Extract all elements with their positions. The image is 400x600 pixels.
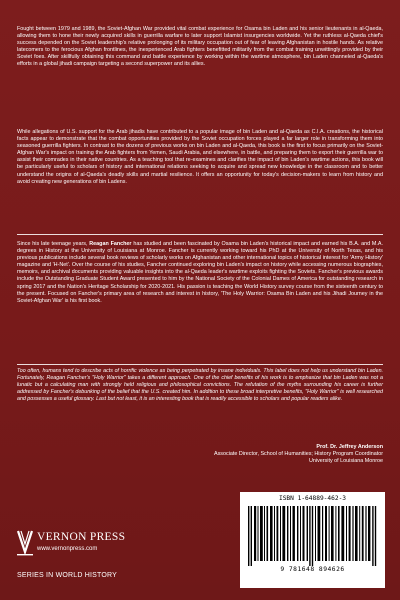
bio-body: has studied and been fascinated by Osama bin Laden's historical impact and earned his B.A. and M.A. degrees in History at the University of Louisiana at Monroe. Fancher is currently working toward his PhD at the University of North Texas, and his previous publications include several book reviews of scholarly works on Afghanistan and other international topics of historical interest for 'Army History' magazine and 'H-Net'. Over the course of his studies, Fancher continued exploring bin Laden's impact on history while accessing numerous biographies, memoirs, and archival documents providing valuable insights into the al-Qaeda leader's wartime exploits fighting the Soviets. Fancher's previous awards include the Outstanding Graduate Student Award presented to him by the National Society of the Colonial Dames of America for outstanding research in spring 2017 and the Nation's Heritage Scholarship for 2020-2021. His passion is teaching the World History survey course from the sixteenth century to the present. Focused on Fancher's primary area of research and interest in history, 'The Holy Warrior: Osama Bin Laden and his Jihadi Journey in the Soviet-Afghan War' is his first book.: [17, 241, 383, 304]
author-name: Reagan Fancher: [89, 241, 132, 247]
endorser-title: Associate Director, School of Humanities; History Program Coordinator: [214, 451, 383, 458]
endorsement-signature: [183, 444, 383, 466]
endorsement-quote: Too often, humans tend to describe acts of horrific violence as being perpetrated by insane individuals. This label does not help us understand bin Laden. Fortunately, Reagan Fancher's "Holy Warrior" takes a different approach. One of the chief benefits of his work is to emphasize that bin Laden was not a lunatic but a calculating man with strongly held religious and philosophical convictions. The refutation of the myths surrounding his career is further addressed by Fancher's debunking of the belief that the U.S. created him. In addition to these broad interpretive benefits, "Holy Warrior" is well researched and possesses a useful glossary. Last but not least, it is an interesting book that is readily accessible to scholars and popular readers alike.: [17, 368, 383, 402]
summary-paragraph-2: While allegations of U.S. support for the Arab jihadis have contributed to a popular image of bin Laden and al-Qaeda as C.I.A. creations, the historical facts appear to demonstrate that the combat opportunities provided by the Soviet occupation forces played a far larger role in transforming them into seasoned guerrilla fighters. In contrast to the dozens of previous works on bin Laden and al-Qaeda, this book is the first to focus primarily on the Soviet-Afghan War's impact on training the Arab fighters from Yemen, Saudi Arabia, and elsewhere, in battle, and preparing them to export their guerrilla war to assist their comrades in their native countries. As a teaching tool that re-examines and clarifies the impact of bin Laden's wartime actions, this book will be particularly useful to scholars of history and international relations seeking to acquire and spread new knowledge in the classroom and to better understand the origins of al-Qaeda's deadly skills and martial resilience. It offers an opportunity for today's decision-makers to learn from history and avoid creating new generations of bin Ladens.: [17, 129, 383, 185]
divider: [17, 364, 383, 365]
barcode-bars: [246, 506, 379, 566]
series-name: SERIES IN WORLD HISTORY: [17, 572, 118, 579]
barcode-digits: 9 781648 894626: [280, 566, 345, 573]
summary-paragraph-1: Fought between 1979 and 1989, the Soviet-Afghan War provided vital combat experience for Osama bin Laden and his senior lieutenants in al-Qaeda, allowing them to hone their newly acquired skills in guerrilla warfare to later support Islamist insurgencies worldwide. Yet the ruthless al-Qaeda chief's success depended on the Soviet leadership's relative prolonging of its military occupation out of fear of leaving Afghanistan in hostile hands. As relative latecomers to the ferocious Afghan frontlines, the inexperienced Arab fighters benefitted militarily from the combat training unwittingly provided by their Soviet foes. After skillfully obtaining this command and battle experience by working within the wartime atmosphere, bin Laden channeled al-Qaeda's efforts in a global jihadi campaign targeting a second superpower and its allies.: [17, 26, 383, 68]
publisher-url: www.vernonpress.com: [37, 546, 98, 552]
isbn-text: ISBN 1-64889-462-3: [278, 495, 347, 502]
isbn-barcode: [240, 492, 385, 588]
endorser-affiliation: University of Louisiana Monroe: [308, 458, 383, 465]
author-bio: [17, 241, 383, 305]
bio-intro: Since his late teenage years,: [17, 241, 90, 247]
vernon-press-logo-icon: [17, 530, 33, 556]
publisher-name: VERNON PRESS: [37, 531, 126, 543]
endorser-name: Prof. Dr. Jeffrey Anderson: [316, 444, 383, 450]
divider: [17, 234, 383, 235]
